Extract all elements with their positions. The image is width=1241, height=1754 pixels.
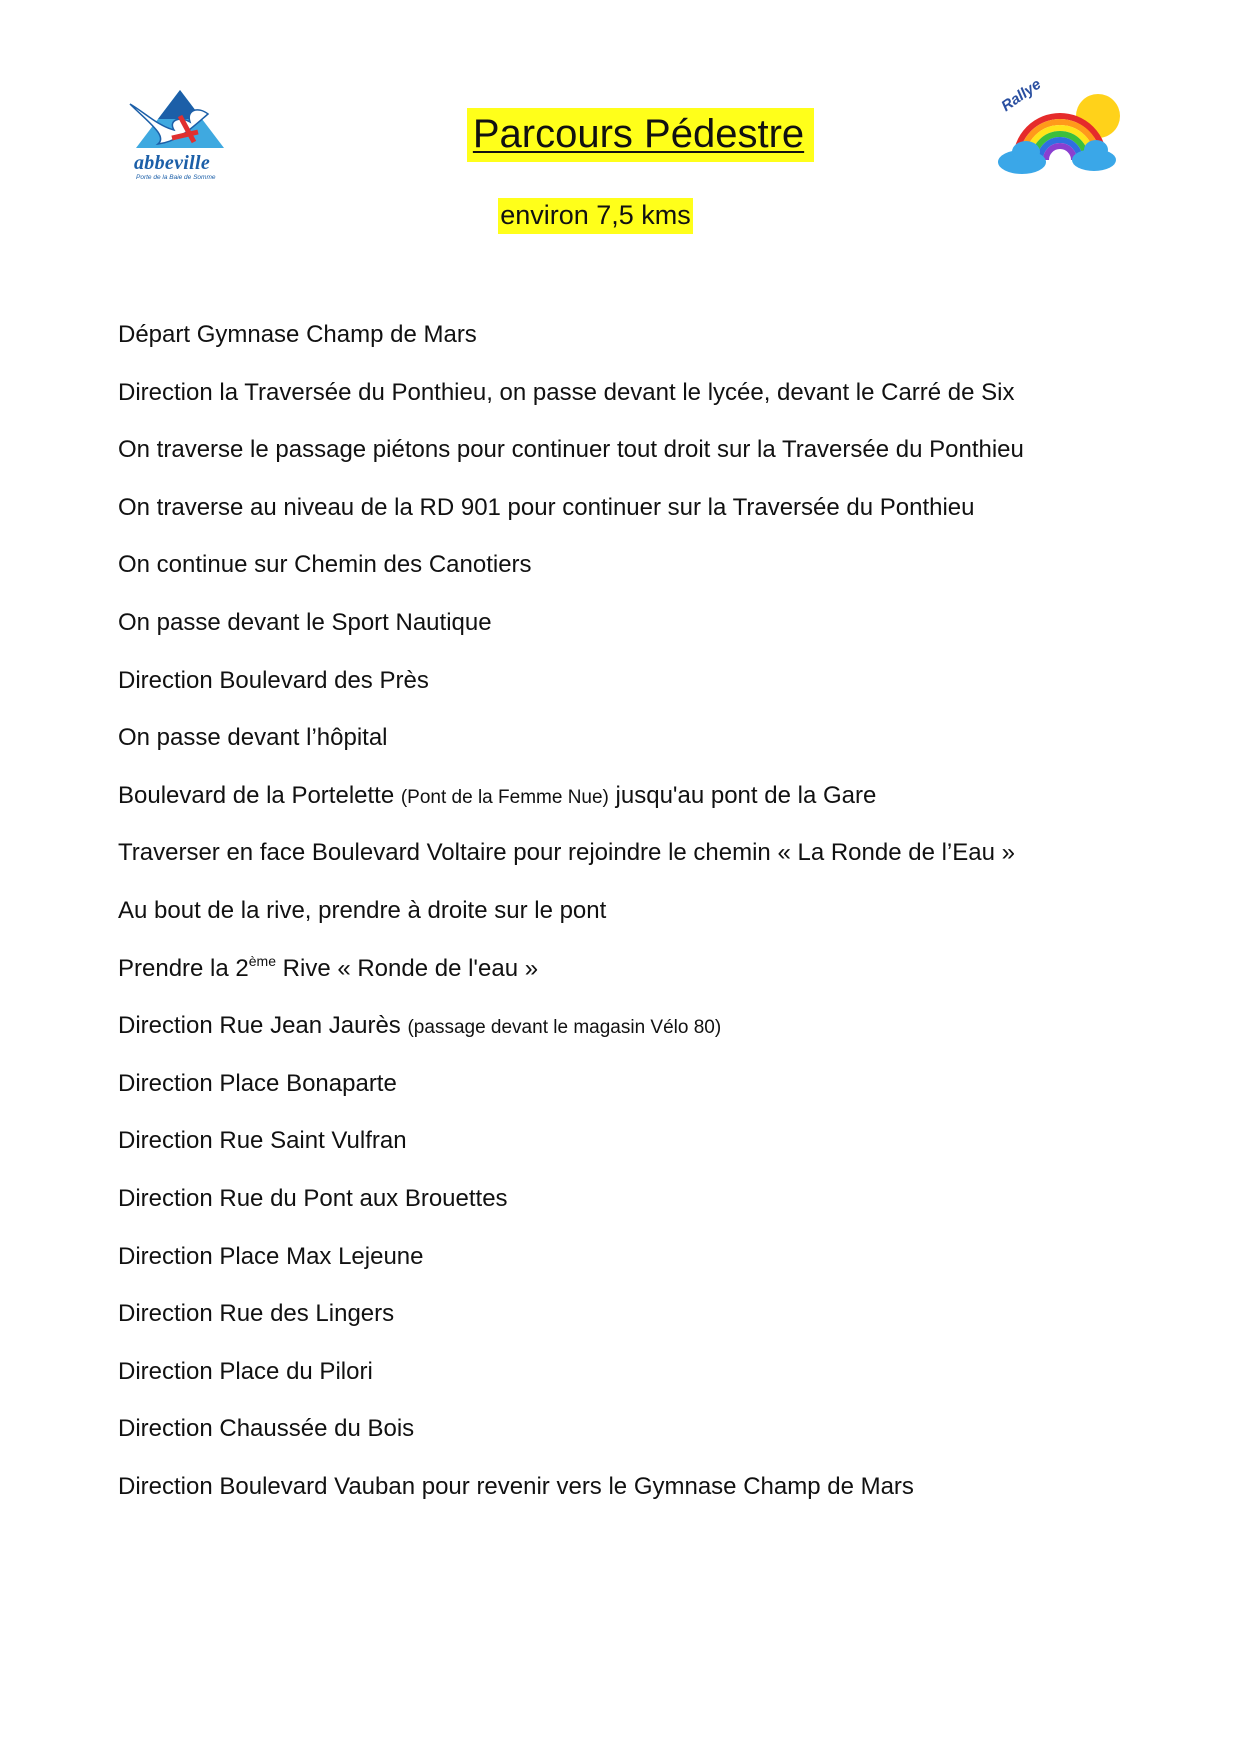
- route-step: [118, 1178, 1024, 1236]
- route-step: [118, 314, 1024, 372]
- abbeville-tagline: Porte de la Baie de Somme: [136, 174, 216, 181]
- route-step: [118, 660, 1024, 718]
- route-step: [118, 544, 1024, 602]
- route-step: [118, 717, 1024, 775]
- page-title-text: Parcours Pédestre: [467, 108, 814, 162]
- route-step: [118, 1408, 1024, 1466]
- route-step: [118, 1236, 1024, 1294]
- route-step: [118, 775, 1024, 833]
- route-step-text: Prendre la 2: [118, 954, 249, 982]
- route-step-text: Départ Gymnase Champ de Mars: [118, 321, 477, 348]
- route-step-text: On traverse au niveau de la RD 901 pour continuer sur la Traversée du Ponthieu: [118, 493, 975, 521]
- route-step: [118, 1063, 1024, 1121]
- route-step-text-after: Rive « Ronde de l'eau »: [275, 954, 539, 982]
- route-step-text: Traverser en face Boulevard Voltaire pour rejoindre le chemin « La Ronde de l’Eau »: [118, 839, 1015, 867]
- route-step-text: Direction Rue Jean Jaurès: [118, 1012, 408, 1040]
- route-step: [118, 890, 1024, 948]
- route-step: [118, 1293, 1024, 1351]
- route-step: [118, 1466, 1024, 1524]
- route-step: [118, 832, 1024, 890]
- route-step: [118, 487, 1024, 545]
- route-steps-list: [118, 314, 1024, 1523]
- route-step-text: Direction Boulevard des Près: [118, 666, 429, 694]
- route-step: [118, 1005, 1024, 1063]
- route-step-text: Direction Place Max Lejeune: [118, 1242, 424, 1270]
- route-step: [118, 602, 1024, 660]
- route-step-text: Direction Rue du Pont aux Brouettes: [118, 1184, 508, 1212]
- route-step-text: Direction Chaussée du Bois: [118, 1415, 415, 1443]
- route-step: [118, 429, 1024, 487]
- page-title: [20, 112, 1241, 157]
- route-step-text: Direction Rue Saint Vulfran: [118, 1127, 407, 1155]
- route-step-note: (Pont de la Femme Nue): [400, 786, 609, 808]
- route-step-text: On passe devant l’hôpital: [118, 724, 388, 752]
- route-step-text: Direction Boulevard Vauban pour revenir vers le Gymnase Champ de Mars: [118, 1472, 914, 1500]
- route-step: [118, 1351, 1024, 1409]
- route-step-text: Direction Rue des Lingers: [118, 1300, 395, 1328]
- route-step-text: Direction la Traversée du Ponthieu, on passe devant le lycée, devant le Carré de Six: [118, 378, 1015, 406]
- route-step: [118, 1120, 1024, 1178]
- route-step-superscript: ème: [248, 952, 276, 969]
- page-subtitle-text: environ 7,5 kms: [498, 198, 693, 234]
- page-subtitle: [0, 200, 1216, 231]
- route-step-text: On passe devant le Sport Nautique: [118, 608, 492, 636]
- rallye-word: Rallye: [998, 75, 1045, 115]
- abbeville-brand-text: abbeville: [134, 152, 211, 174]
- route-step-text: Au bout de la rive, prendre à droite sur le pont: [118, 896, 607, 924]
- route-step-text: Direction Place du Pilori: [118, 1357, 373, 1385]
- route-step-text: Direction Place Bonaparte: [118, 1069, 397, 1097]
- route-step-text: On continue sur Chemin des Canotiers: [118, 551, 532, 579]
- route-step-text-after: jusqu'au pont de la Gare: [608, 781, 877, 809]
- route-step-note: (passage devant le magasin Vélo 80): [407, 1017, 722, 1039]
- route-step: [118, 372, 1024, 430]
- route-step: [118, 948, 1024, 1006]
- route-step-text: On traverse le passage piétons pour continuer tout droit sur la Traversée du Ponthieu: [118, 436, 1024, 464]
- route-step-text: Boulevard de la Portelette: [118, 781, 401, 809]
